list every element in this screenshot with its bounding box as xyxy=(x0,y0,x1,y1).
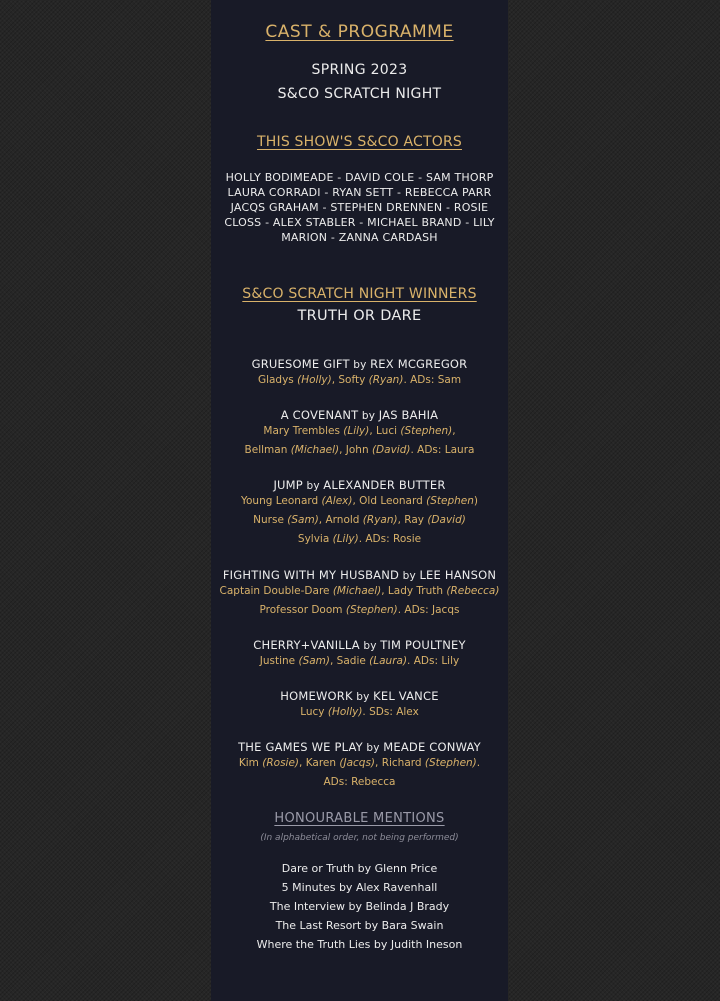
role-text: . ADs: Sam xyxy=(403,374,462,386)
play-title xyxy=(211,568,508,582)
role-text: . ADs: Lily xyxy=(407,655,460,667)
actor-name: (Ryan) xyxy=(362,514,398,526)
role-text: Captain Double-Dare xyxy=(219,585,333,597)
play-by: by xyxy=(359,640,381,652)
page-title: CAST & PROGRAMME xyxy=(265,22,454,42)
play-name: GRUESOME GIFT xyxy=(251,357,350,371)
role-text: Mary Trembles xyxy=(263,425,344,437)
role-text: Sylvia xyxy=(297,533,333,545)
role-text: . ADs: Laura xyxy=(410,444,475,456)
actor-name: (Holly) xyxy=(297,374,332,386)
role-text: , John xyxy=(339,444,372,456)
role-text: ADs: Rebecca xyxy=(323,776,396,788)
play-roles-line xyxy=(211,754,508,773)
actor-name: (Sam) xyxy=(298,655,330,667)
role-text: , xyxy=(452,425,456,437)
role-text: , Ray xyxy=(397,514,428,526)
role-text: Professor Doom xyxy=(259,604,346,616)
actors-line: LAURA CORRADI - RYAN SETT - REBECCA PARR xyxy=(227,186,492,199)
winners-heading: S&CO SCRATCH NIGHT WINNERS xyxy=(242,286,477,302)
play-author: MEADE CONWAY xyxy=(383,740,481,754)
mention-item: The Interview by Belinda J Brady xyxy=(269,900,450,913)
play-author: TIM POULTNEY xyxy=(380,638,466,652)
actors-line: CLOSS - ALEX STABLER - MICHAEL BRAND - LILY xyxy=(224,216,495,229)
event-label: S&CO SCRATCH NIGHT xyxy=(277,86,442,102)
play-title xyxy=(211,689,508,703)
actor-name: (Jacqs) xyxy=(339,757,376,769)
play-by: by xyxy=(352,691,374,703)
role-text: , Karen xyxy=(299,757,340,769)
play-roles-line xyxy=(211,652,508,671)
actor-name: (Michael) xyxy=(290,444,340,456)
actor-name: (David) xyxy=(371,444,411,456)
play-roles-line xyxy=(211,530,508,549)
play-title xyxy=(211,408,508,422)
play-roles-line xyxy=(211,492,508,511)
play-name: THE GAMES WE PLAY xyxy=(238,740,363,754)
mention-item: The Last Resort by Bara Swain xyxy=(275,919,444,932)
actor-name: (Lily) xyxy=(332,533,359,545)
actor-name: (Holly) xyxy=(327,706,363,718)
role-text: , Arnold xyxy=(318,514,363,526)
play-roles-line xyxy=(211,773,508,792)
actor-name: (Rosie) xyxy=(262,757,300,769)
actors-line: MARION - ZANNA CARDASH xyxy=(281,231,438,244)
role-text: Gladys xyxy=(257,374,298,386)
role-text: ) xyxy=(473,495,479,507)
mention-item: 5 Minutes by Alex Ravenhall xyxy=(281,881,438,894)
role-text: Kim xyxy=(238,757,263,769)
actor-name: (Laura) xyxy=(369,655,408,667)
actor-name: (David) xyxy=(427,514,466,526)
role-text: . ADs: Rosie xyxy=(358,533,422,545)
actor-name: (Lily) xyxy=(343,425,370,437)
role-text: Justine xyxy=(259,655,299,667)
actors-line: HOLLY BODIMEADE - DAVID COLE - SAM THORP xyxy=(225,171,494,184)
play-block xyxy=(211,568,508,620)
actor-name: (Rebecca) xyxy=(446,585,500,597)
actors-heading: THIS SHOW'S S&CO ACTORS xyxy=(257,134,462,150)
play-by: by xyxy=(358,410,379,422)
play-roles-line xyxy=(211,371,508,390)
play-name: A COVENANT xyxy=(280,408,359,422)
mentions-heading: HONOURABLE MENTIONS xyxy=(274,811,445,826)
mention-item: Dare or Truth by Glenn Price xyxy=(281,862,438,875)
role-text: Young Leonard xyxy=(240,495,322,507)
actor-name: (Stephen) xyxy=(345,604,398,616)
play-by: by xyxy=(302,480,324,492)
play-roles-line xyxy=(211,703,508,722)
play-author: ALEXANDER BUTTER xyxy=(323,478,446,492)
play-roles-line xyxy=(211,422,508,441)
play-by: by xyxy=(399,570,420,582)
role-text: . SDs: Alex xyxy=(362,706,419,718)
season-label: SPRING 2023 xyxy=(311,62,408,78)
play-roles-line xyxy=(211,441,508,460)
winners-theme: TRUTH OR DARE xyxy=(297,308,422,324)
role-text: , Softy xyxy=(331,374,369,386)
actor-name: (Stephen) xyxy=(424,757,477,769)
role-text: Nurse xyxy=(253,514,288,526)
play-name: HOMEWORK xyxy=(280,689,353,703)
play-title xyxy=(211,478,508,492)
play-by: by xyxy=(349,359,371,371)
role-text: . ADs: Jacqs xyxy=(397,604,460,616)
role-text: , Old Leonard xyxy=(352,495,427,507)
play-name: CHERRY+VANILLA xyxy=(253,638,360,652)
role-text: , Lady Truth xyxy=(381,585,447,597)
play-block xyxy=(211,638,508,671)
actors-list xyxy=(211,170,508,245)
programme-panel xyxy=(211,0,508,1001)
play-name: JUMP xyxy=(273,478,303,492)
role-text: , Sadie xyxy=(330,655,370,667)
play-title xyxy=(211,740,508,754)
play-block xyxy=(211,689,508,722)
actor-name: (Michael) xyxy=(332,585,382,597)
play-author: LEE HANSON xyxy=(419,568,497,582)
mention-item: Where the Truth Lies by Judith Ineson xyxy=(256,938,463,951)
play-title xyxy=(211,638,508,652)
play-block xyxy=(211,357,508,390)
actor-name: (Stephen xyxy=(426,495,474,507)
actor-name: (Stephen) xyxy=(400,425,453,437)
role-text: , Richard xyxy=(375,757,425,769)
mentions-note: (In alphabetical order, not being performed) xyxy=(260,833,459,843)
actor-name: (Alex) xyxy=(321,495,353,507)
play-title xyxy=(211,357,508,371)
role-text: Lucy xyxy=(300,706,328,718)
role-text: Bellman xyxy=(244,444,291,456)
play-roles-line xyxy=(211,511,508,530)
play-roles-line xyxy=(211,582,508,601)
role-text: . xyxy=(476,757,481,769)
actor-name: (Ryan) xyxy=(368,374,404,386)
play-author: KEL VANCE xyxy=(373,689,439,703)
play-by: by xyxy=(362,742,384,754)
play-block xyxy=(211,408,508,460)
play-block xyxy=(211,740,508,792)
play-name: FIGHTING WITH MY HUSBAND xyxy=(222,568,400,582)
actors-line: JACQS GRAHAM - STEPHEN DRENNEN - ROSIE xyxy=(230,201,489,214)
mentions-list xyxy=(211,859,508,954)
play-block xyxy=(211,478,508,549)
play-author: REX MCGREGOR xyxy=(370,357,468,371)
play-author: JAS BAHIA xyxy=(378,408,439,422)
actor-name: (Sam) xyxy=(287,514,319,526)
play-roles-line xyxy=(211,601,508,620)
role-text: , Luci xyxy=(369,425,401,437)
